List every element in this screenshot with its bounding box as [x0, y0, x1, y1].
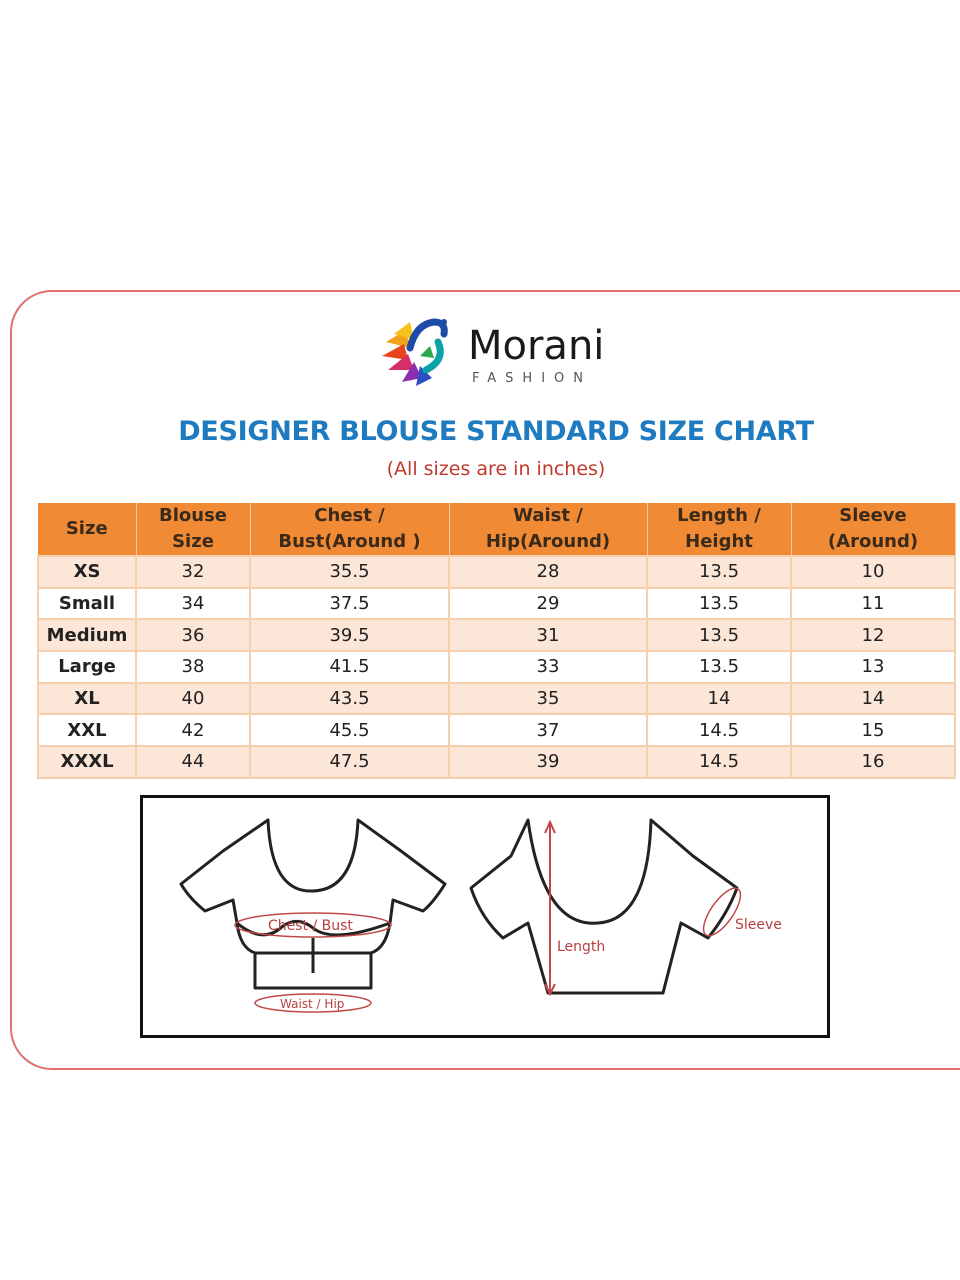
cell-length: 13.5	[647, 619, 791, 651]
table-row	[38, 588, 955, 620]
blouse-outline-drawing	[143, 798, 827, 1035]
cell-blouse-size: 32	[136, 556, 250, 588]
cell-length: 14.5	[647, 746, 791, 778]
cell-chest: 45.5	[250, 714, 449, 746]
table-row	[38, 556, 955, 588]
cell-size: Medium	[38, 619, 136, 651]
cell-chest: 39.5	[250, 619, 449, 651]
cell-length: 14	[647, 683, 791, 715]
cell-sleeve: 14	[791, 683, 955, 715]
table-row	[38, 651, 955, 683]
size-table	[37, 503, 956, 779]
cell-size: XS	[38, 556, 136, 588]
cell-waist: 31	[449, 619, 647, 651]
header-blouse-size: Blouse Size	[136, 503, 250, 556]
cell-chest: 37.5	[250, 588, 449, 620]
cell-chest: 47.5	[250, 746, 449, 778]
cell-blouse-size: 40	[136, 683, 250, 715]
cell-size: Large	[38, 651, 136, 683]
chest-bust-label: Chest / Bust	[268, 918, 353, 934]
cell-sleeve: 13	[791, 651, 955, 683]
header-waist-hip: Waist / Hip(Around)	[449, 503, 647, 556]
cell-size: XXXL	[38, 746, 136, 778]
cell-sleeve: 10	[791, 556, 955, 588]
cell-blouse-size: 42	[136, 714, 250, 746]
brand-name: Morani	[468, 323, 605, 369]
cell-chest: 35.5	[250, 556, 449, 588]
cell-length: 13.5	[647, 651, 791, 683]
cell-waist: 28	[449, 556, 647, 588]
cell-blouse-size: 36	[136, 619, 250, 651]
cell-size: XXL	[38, 714, 136, 746]
header-chest-bust: Chest / Bust(Around )	[250, 503, 449, 556]
cell-chest: 43.5	[250, 683, 449, 715]
cell-length: 13.5	[647, 588, 791, 620]
table-row	[38, 714, 955, 746]
cell-waist: 37	[449, 714, 647, 746]
cell-chest: 41.5	[250, 651, 449, 683]
cell-length: 13.5	[647, 556, 791, 588]
table-row	[38, 746, 955, 778]
cell-length: 14.5	[647, 714, 791, 746]
cell-sleeve: 16	[791, 746, 955, 778]
blouse-front-icon	[181, 820, 445, 988]
cell-size: Small	[38, 588, 136, 620]
header-length-height: Length / Height	[647, 503, 791, 556]
waist-hip-label: Waist / Hip	[280, 997, 345, 1011]
cell-blouse-size: 44	[136, 746, 250, 778]
cell-sleeve: 12	[791, 619, 955, 651]
cell-waist: 39	[449, 746, 647, 778]
cell-waist: 35	[449, 683, 647, 715]
table-row	[38, 619, 955, 651]
header-sleeve: Sleeve (Around)	[791, 503, 955, 556]
table-row	[38, 683, 955, 715]
cell-waist: 33	[449, 651, 647, 683]
cell-sleeve: 11	[791, 588, 955, 620]
chart-subtitle: (All sizes are in inches)	[386, 458, 606, 480]
cell-blouse-size: 38	[136, 651, 250, 683]
blouse-back-icon	[471, 820, 737, 993]
cell-sleeve: 15	[791, 714, 955, 746]
brand-logo	[380, 312, 620, 392]
peacock-logo-icon	[380, 312, 458, 390]
sleeve-label: Sleeve	[735, 917, 782, 933]
length-label: Length	[557, 939, 606, 955]
table-header-row	[38, 503, 955, 556]
chart-title: DESIGNER BLOUSE STANDARD SIZE CHART	[178, 416, 814, 447]
cell-size: XL	[38, 683, 136, 715]
header-size: Size	[38, 503, 136, 556]
cell-waist: 29	[449, 588, 647, 620]
measurement-diagram	[140, 795, 830, 1038]
cell-blouse-size: 34	[136, 588, 250, 620]
brand-tagline: FASHION	[472, 371, 592, 386]
